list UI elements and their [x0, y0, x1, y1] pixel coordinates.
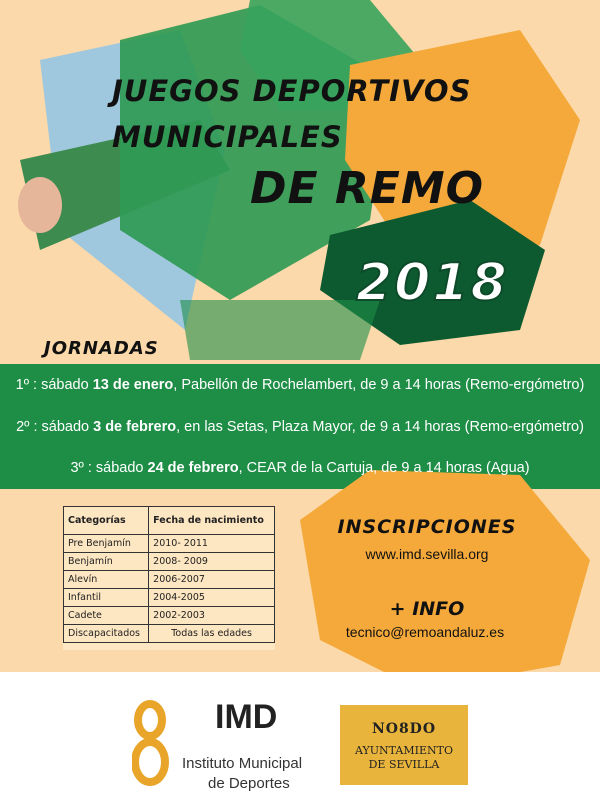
inscripciones-web-link[interactable]: www.imd.sevilla.org [365, 546, 489, 562]
table-cell-category: Alevín [64, 571, 149, 589]
table-cell-date: 2006-2007 [149, 571, 275, 589]
info-heading: + INFO [389, 598, 465, 620]
table-cell-date: 2002-2003 [149, 607, 275, 625]
table-cell-category: Pre Benjamín [64, 535, 149, 553]
imd-subtitle-line2: de Deportes [208, 775, 290, 792]
imd-title: IMD [215, 698, 278, 736]
table-cell-date: 2010- 2011 [149, 535, 275, 553]
year-label: 2018 [356, 253, 509, 313]
jornada-date: 3 de febrero [93, 419, 177, 435]
green-strip-shape [180, 300, 380, 360]
jornada-prefix: 1º : sábado [15, 377, 93, 393]
jornada-details: , en las Setas, Plaza Mayor, de 9 a 14 horas (Remo-ergómetro) [176, 419, 584, 435]
table-cell-date: 2004-2005 [149, 589, 275, 607]
imd-subtitle-line1: Instituto Municipal [182, 755, 303, 772]
table-header-row [64, 507, 275, 535]
jornada-item-3 [0, 460, 600, 476]
table-row [64, 607, 275, 625]
ayuntamiento-line2: DE SEVILLA [368, 758, 440, 771]
jornada-item-2 [0, 419, 600, 435]
categories-table [63, 506, 275, 643]
jornadas-heading: JORNADAS [44, 338, 159, 359]
jornada-date: 24 de febrero [147, 460, 239, 476]
jornada-details: , Pabellón de Rochelambert, de 9 a 14 horas (Remo-ergómetro) [173, 377, 585, 393]
jornada-date: 13 de enero [92, 377, 174, 393]
info-email-link[interactable]: tecnico@remoandaluz.es [345, 624, 505, 640]
table-row [64, 589, 275, 607]
table-cell-category: Cadete [64, 607, 149, 625]
table-header-categorias: Categorías [64, 507, 149, 535]
table-cell-category: Infantil [64, 589, 149, 607]
table-cell-date: 2008- 2009 [149, 553, 275, 571]
table-header-fecha: Fecha de nacimiento [149, 507, 275, 535]
no8do-logo-text: NO8DO [371, 721, 437, 737]
title-line2: MUNICIPALES [112, 120, 343, 154]
table-row [64, 535, 275, 553]
table-cell-date: Todas las edades [149, 625, 275, 643]
hand-shape [18, 177, 62, 233]
jornada-item-1 [0, 377, 600, 393]
title-line1: JUEGOS DEPORTIVOS [112, 74, 472, 108]
table-row [64, 553, 275, 571]
title-line3: DE REMO [250, 163, 485, 214]
jornada-prefix: 2º : sábado [16, 419, 94, 435]
inscripciones-heading: INSCRIPCIONES [337, 516, 517, 538]
table-cell-category: Benjamín [64, 553, 149, 571]
imd-logo [132, 700, 172, 790]
footer [0, 672, 600, 800]
table-row [64, 625, 275, 643]
orange-hexagon-bottom [300, 470, 590, 690]
jornada-details: , CEAR de la Cartuja, de 9 a 14 horas (Agua) [238, 460, 530, 476]
ayuntamiento-line1: AYUNTAMIENTO [355, 744, 453, 757]
table-row [64, 571, 275, 589]
table-cell-category: Discapacitados [64, 625, 149, 643]
jornada-prefix: 3º : sábado [70, 460, 148, 476]
